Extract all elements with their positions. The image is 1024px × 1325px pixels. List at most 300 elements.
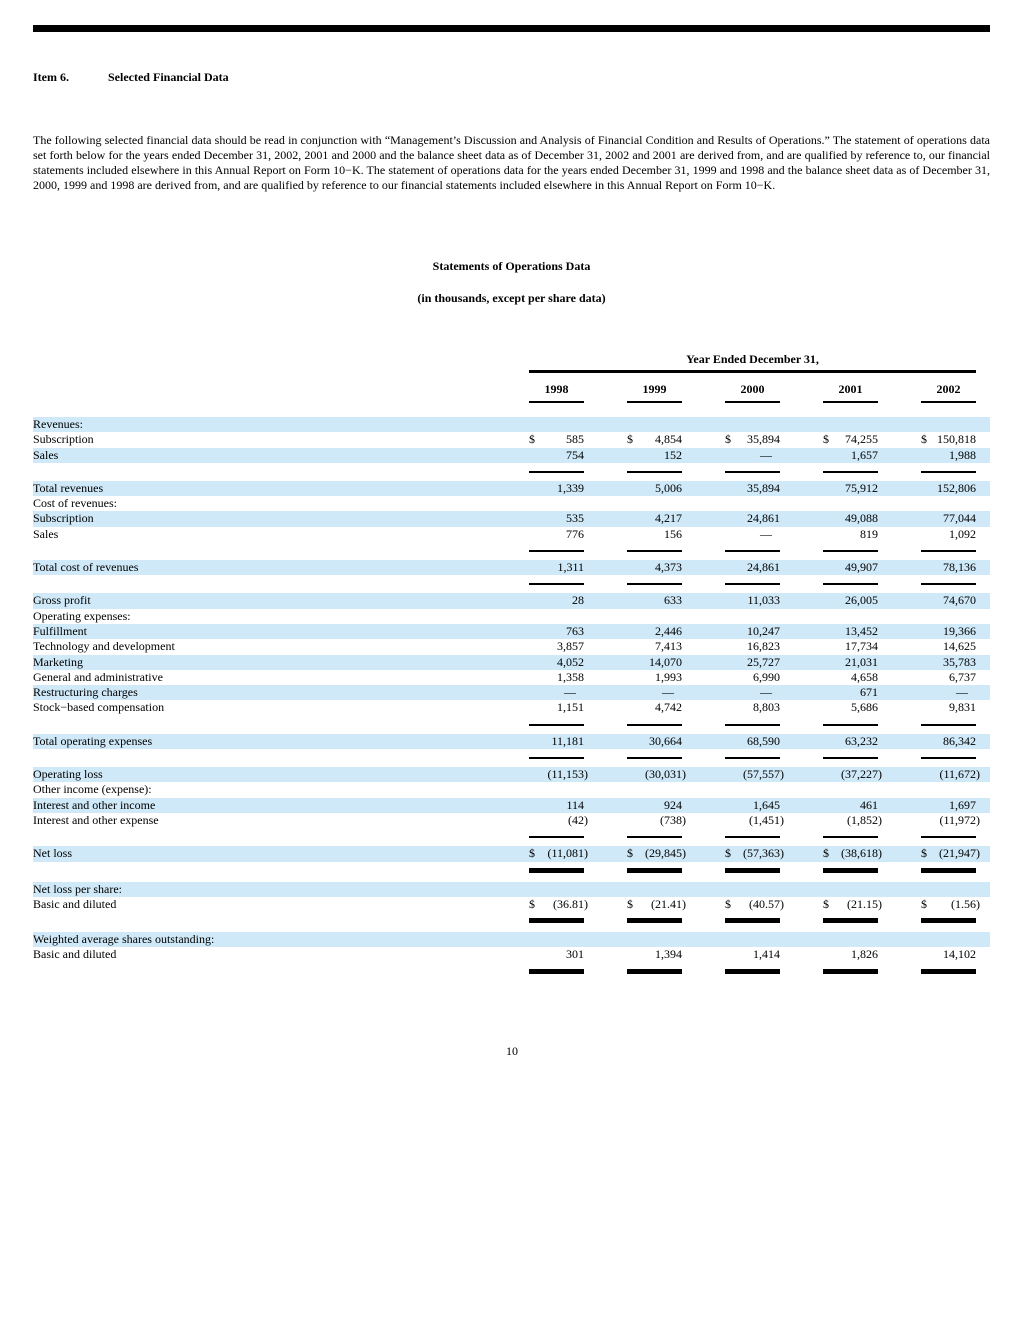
subtotal-rule-bar [627,757,682,759]
column-rule-cell [780,575,878,585]
table-rule-row [33,862,990,882]
column-rule-cell [682,575,780,585]
value-cell [780,670,878,685]
cell-value: (38,618) [841,846,882,861]
dollar-sign: $ [529,432,535,447]
cell-value: 1,151 [557,700,584,715]
table-rule-row [33,575,990,593]
row-label: Fulfillment [33,623,87,638]
item-heading [33,70,229,85]
value-cell [780,700,878,715]
table-data-row [33,846,990,861]
total-rule-bar [627,918,682,923]
total-rule-bar [921,969,976,974]
value-cell [878,798,976,813]
total-rule-bar [627,868,682,873]
value-cell [682,527,780,542]
column-rule-cell [486,463,584,473]
total-rule-bar [627,969,682,974]
row-label: Sales [33,447,59,462]
total-rule-bar [921,868,976,873]
row-label: Revenues: [33,417,83,431]
year-header-row [33,382,990,397]
value-cell [780,685,878,700]
cell-value: 1,358 [557,669,584,684]
subtotal-rule-bar [823,724,878,726]
cell-value: (21,947) [939,846,980,861]
year-underline [682,397,780,403]
value-cell [486,767,588,782]
value-cell [584,896,686,912]
value-cell [780,896,882,912]
table-data-row [33,481,990,496]
row-label: General and administrative [33,669,163,684]
table-rule-row [33,463,990,481]
table-section-row [33,932,990,947]
value-cell [682,670,780,685]
cell-value: (21.15) [847,896,882,911]
table-data-row [33,700,990,715]
dollar-sign: $ [823,432,829,447]
table-rule-row [33,749,990,767]
value-cell [878,947,976,962]
cell-value: 9,831 [949,700,976,715]
column-rule-cell [682,912,780,923]
cell-value: 4,217 [655,511,682,526]
value-cell [878,846,980,861]
dollar-sign: $ [921,432,927,447]
column-rule-cell [780,463,878,473]
value-cell [486,593,584,608]
cell-value: 535 [566,511,584,526]
cell-value: 671 [860,685,878,700]
row-label: Gross profit [33,593,91,608]
cell-value: 1,657 [851,447,878,462]
cell-value: (738) [660,812,686,827]
cell-value: 6,737 [949,669,976,684]
total-rule-bar [823,969,878,974]
subtotal-rule-bar [823,836,878,838]
column-rule-cell [486,575,584,585]
value-cell [780,448,878,463]
column-rule-cell [486,716,584,726]
row-label: Technology and development [33,639,175,654]
cell-value: 24,861 [747,511,780,526]
dollar-sign: $ [725,896,731,911]
column-rule-cell [486,912,584,923]
cell-value: (1.56) [951,896,980,911]
column-rule-cell [878,542,976,552]
value-cell [682,655,780,670]
row-label: Basic and diluted [33,947,117,962]
row-label: Cost of revenues: [33,496,117,511]
cell-value: 1,826 [851,947,878,962]
subtotal-rule-bar [921,757,976,759]
value-cell [780,846,882,861]
item-number: Item 6. [33,70,69,84]
cell-value: (1,852) [847,812,882,827]
column-rule-cell [486,749,584,759]
cell-value: (1,451) [749,812,784,827]
cell-value: 1,311 [557,560,584,575]
cell-value: 763 [566,623,584,638]
total-rule-bar [823,868,878,873]
subtotal-rule-bar [529,757,584,759]
dollar-sign: $ [627,846,633,861]
table-data-row [33,655,990,670]
row-label: Interest and other expense [33,812,159,827]
value-cell [584,734,682,749]
cell-value: 8,803 [753,700,780,715]
subtotal-rule-bar [921,836,976,838]
value-cell [486,947,584,962]
cell-value: — [760,685,772,700]
financial-table [33,352,990,983]
cell-value: 74,670 [943,593,976,608]
table-data-row [33,670,990,685]
cell-value: (40.57) [749,896,784,911]
value-cell [584,947,682,962]
subtotal-rule-bar [921,471,976,473]
table-data-row [33,639,990,654]
cell-value: 776 [566,526,584,541]
cell-value: 26,005 [845,593,878,608]
subtotal-rule-bar [627,471,682,473]
table-section-row [33,782,990,797]
cell-value: 35,783 [943,654,976,669]
subtotal-rule-bar [725,757,780,759]
value-cell [878,767,980,782]
value-cell [486,448,584,463]
value-cell [878,655,976,670]
value-cell [584,527,682,542]
column-rule-cell [878,963,976,974]
year-label-1998: 1998 [544,382,569,396]
cell-value: 21,031 [845,654,878,669]
period-header-row [33,352,990,373]
cell-value: 1,988 [949,447,976,462]
value-cell [780,560,878,575]
cell-value: 152,806 [937,480,976,495]
cell-value: (57,363) [743,846,784,861]
dollar-sign: $ [823,846,829,861]
cell-value: 14,625 [943,639,976,654]
subtotal-rule-bar [921,724,976,726]
year-underline [486,397,584,403]
cell-value: 4,854 [655,432,682,447]
value-cell [878,527,976,542]
subtotal-rule-bar [725,471,780,473]
value-cell [486,527,584,542]
cell-value: 1,993 [655,669,682,684]
value-cell [780,511,878,526]
subtotal-rule-bar [627,836,682,838]
value-cell [780,655,878,670]
column-rule-cell [682,542,780,552]
cell-value: 35,894 [747,432,780,447]
cell-value: 4,052 [557,654,584,669]
period-header-cell [529,352,976,373]
cell-value: 14,070 [649,654,682,669]
cell-value: 35,894 [747,480,780,495]
table-section-row [33,417,990,432]
cell-value: 924 [664,797,682,812]
value-cell [780,947,878,962]
subtotal-rule-bar [725,583,780,585]
value-cell [682,448,780,463]
table-section-row [33,882,990,897]
cell-value: (21.41) [651,896,686,911]
subtotal-rule-bar [529,724,584,726]
cell-value: 14,102 [943,947,976,962]
value-cell [878,812,980,828]
table-data-row [33,947,990,962]
subtotal-rule-bar [725,550,780,552]
total-rule-bar [529,868,584,873]
value-cell [682,812,784,828]
cell-value: 1,645 [753,797,780,812]
cell-value: 5,686 [851,700,878,715]
value-cell [878,700,976,715]
cell-value: 754 [566,447,584,462]
cell-value: 1,339 [557,480,584,495]
cell-value: 819 [860,526,878,541]
value-cell [682,432,780,447]
value-cell [584,624,682,639]
cell-value: — [564,685,576,700]
row-label: Total cost of revenues [33,560,139,575]
value-cell [486,700,584,715]
value-cell [682,947,780,962]
row-label: Operating expenses: [33,608,131,623]
value-cell [584,700,682,715]
value-cell [878,432,976,447]
cell-value: 17,734 [845,639,878,654]
total-rule-bar [725,969,780,974]
value-cell [878,481,976,496]
intro-paragraph: The following selected financial data should be read in conjunction with “Management’s Discussion and Analysis of Financial Condition and Results of Operations.” The statement of operations data set forth below for the years ended December 31, 2002, 2001 and 2000 and the balance sheet data as of December 31, 2002 and 2001 are derived from, and are qualified by reference to, our financial statements included elsewhere in this Annual Report on Form 10−K. The statement of operations data for the years ended December 31, 1999 and 1998 and the balance sheet data as of December 31, 2000, 1999 and 1998 are derived from, and are qualified by reference to our financial statements included elsewhere in this Annual Report on Form 10−K. [33,133,990,192]
value-cell [584,812,686,828]
table-data-row [33,527,990,542]
table-data-row [33,511,990,526]
value-cell [682,639,780,654]
value-cell [486,670,584,685]
total-rule-bar [823,918,878,923]
column-rule-cell [878,575,976,585]
table-data-row [33,798,990,813]
cell-value: 4,658 [851,669,878,684]
value-cell [486,511,584,526]
cell-value: 49,088 [845,511,878,526]
cell-value: (36.81) [553,896,588,911]
table-data-row [33,448,990,463]
value-cell [584,655,682,670]
column-rule-cell [486,542,584,552]
subtotal-rule-bar [627,583,682,585]
year-label-1999: 1999 [642,382,667,396]
value-cell [584,511,682,526]
subtotal-rule-bar [725,724,780,726]
year-underline [584,397,682,403]
value-cell [584,685,682,700]
column-rule-cell [584,862,682,873]
page-number: 10 [506,1044,518,1058]
value-cell [878,685,976,700]
cell-value: 585 [566,432,584,447]
column-rule-cell [780,828,878,838]
value-cell [584,560,682,575]
value-cell [584,432,682,447]
value-cell [682,700,780,715]
column-rule-cell [780,862,878,873]
cell-value: 77,044 [943,511,976,526]
cell-value: 49,907 [845,560,878,575]
value-cell [682,593,780,608]
dollar-sign: $ [725,846,731,861]
subtotal-rule-bar [529,550,584,552]
subtotal-rule-bar [529,583,584,585]
value-cell [878,670,976,685]
value-cell [878,896,980,912]
total-rule-bar [529,969,584,974]
total-rule-bar [921,918,976,923]
value-cell [682,511,780,526]
column-rule-cell [682,862,780,873]
cell-value: 461 [860,797,878,812]
cell-value: 19,366 [943,623,976,638]
table-rule-row [33,828,990,846]
subtotal-rule-bar [921,550,976,552]
column-rule-cell [878,463,976,473]
year-underline [878,397,976,403]
cell-value: (11,081) [547,846,588,861]
cell-value: 152 [664,447,682,462]
row-label: Total operating expenses [33,733,153,748]
cell-value: 16,823 [747,639,780,654]
value-cell [780,767,882,782]
cell-value: 10,247 [747,623,780,638]
cell-value: — [956,685,968,700]
value-cell [584,798,682,813]
table-data-row [33,685,990,700]
subtotal-rule-bar [627,724,682,726]
subtotal-rule-bar [823,471,878,473]
table-rule-row [33,716,990,734]
dollar-sign: $ [921,846,927,861]
cell-value: 4,742 [655,700,682,715]
table-section-row [33,496,990,511]
cell-value: 25,727 [747,654,780,669]
cell-value: 156 [664,526,682,541]
total-rule-bar [725,918,780,923]
cell-value: 633 [664,593,682,608]
value-cell [486,798,584,813]
year-underline [780,397,878,403]
row-label: Restructuring charges [33,685,138,700]
column-rule-cell [878,716,976,726]
value-cell [486,734,584,749]
dollar-sign: $ [627,432,633,447]
cell-value: (11,972) [939,812,980,827]
column-rule-cell [584,542,682,552]
value-cell [780,432,878,447]
dollar-sign: $ [725,432,731,447]
value-cell [682,481,780,496]
cell-value: — [760,447,772,462]
column-rule-cell [486,862,584,873]
value-cell [878,624,976,639]
total-rule-bar [529,918,584,923]
value-cell [780,812,882,828]
column-rule-cell [878,912,976,923]
value-cell [780,624,878,639]
value-cell [878,593,976,608]
table-data-row [33,593,990,608]
cell-value: (57,557) [743,767,784,782]
value-cell [878,560,976,575]
row-label: Total revenues [33,480,104,495]
cell-value: 1,414 [753,947,780,962]
cell-value: 2,446 [655,623,682,638]
table-rule-row [33,542,990,560]
cell-value: 24,861 [747,560,780,575]
column-rule-cell [682,749,780,759]
table-subtitle: (in thousands, except per share data) [417,291,606,305]
subtotal-rule-bar [529,471,584,473]
cell-value: (37,227) [841,767,882,782]
page-top-divider [33,25,990,32]
cell-value: 78,136 [943,560,976,575]
column-rule-cell [584,963,682,974]
column-rule-cell [878,862,976,873]
year-underline-bar [725,401,780,403]
row-label: Other income (expense): [33,782,152,797]
cell-value: 63,232 [845,733,878,748]
cell-value: 1,092 [949,526,976,541]
column-rule-cell [584,828,682,838]
total-rule-bar [725,868,780,873]
value-cell [584,593,682,608]
table-data-row [33,897,990,912]
row-label: Interest and other income [33,797,156,812]
value-cell [486,812,588,828]
value-cell [486,846,588,861]
cell-value: 28 [572,593,584,608]
year-underline-bar [823,401,878,403]
value-cell [486,896,588,912]
value-cell [486,432,584,447]
cell-value: 11,181 [551,733,584,748]
table-section-row [33,609,990,624]
cell-value: 114 [566,797,584,812]
cell-value: 150,818 [937,432,976,447]
table-rule-row [33,912,990,932]
year-label-2000: 2000 [740,382,765,396]
value-cell [584,639,682,654]
row-label: Marketing [33,654,83,669]
column-rule-cell [780,749,878,759]
cell-value: 13,452 [845,623,878,638]
value-cell [682,560,780,575]
column-rule-cell [584,912,682,923]
value-cell [682,846,784,861]
subtotal-rule-bar [823,757,878,759]
cell-value: 74,255 [845,432,878,447]
subtotal-rule-bar [823,550,878,552]
value-cell [584,767,686,782]
cell-value: (11,153) [547,767,588,782]
cell-value: 4,373 [655,560,682,575]
